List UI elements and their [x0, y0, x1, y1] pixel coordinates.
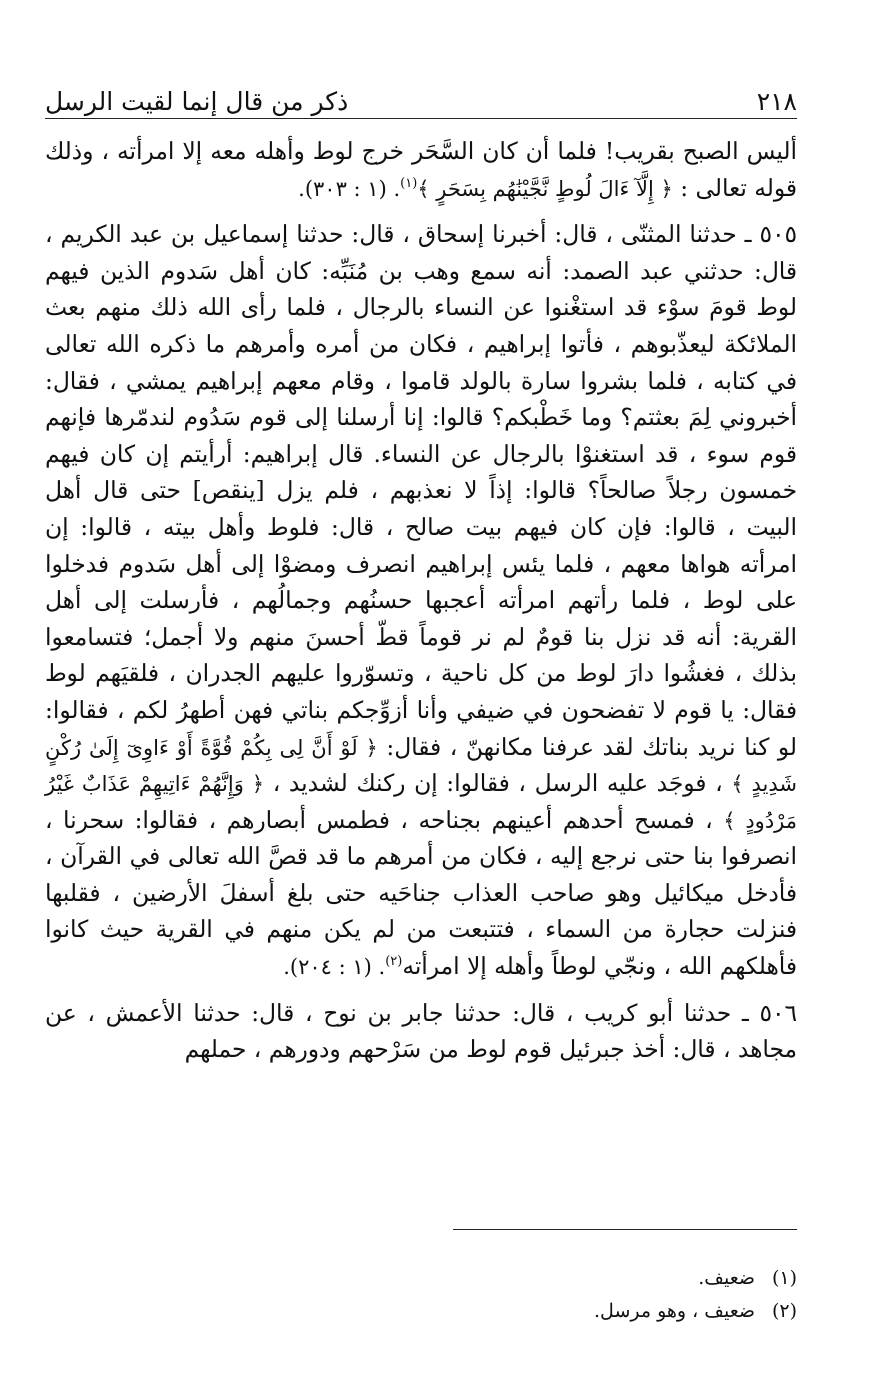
paragraph-intro	[45, 134, 797, 207]
paragraph-hadith-506	[45, 996, 797, 1069]
header-divider	[45, 118, 797, 119]
quran-verse: ﴿ لَوْ أَنَّ لِى بِكُمْ قُوَّةً أَوْ ءَاوِىٓ إِلَىٰ رُكْنٍ شَدِيدٍ ﴾	[45, 735, 797, 797]
footnote-number: (١)	[771, 1267, 797, 1289]
quran-verse: ﴿ وَإِنَّهُمْ ءَاتِيهِمْ عَذَابٌ غَيْرُ مَرْدُودٍ ﴾	[45, 772, 798, 833]
footnote-marker: (٢)	[385, 954, 403, 970]
hadith-506-text: ٥٠٦ ـ حدثنا أبو كريب ، قال: حدثنا جابر بن نوح ، قال: حدثنا الأعمش ، عن مجاهد ، قال: أخذ جبرئيل قوم لوط من سَرْحهم ودورهم ، حملهم	[45, 999, 797, 1064]
page-number: ٢١٨	[756, 87, 797, 116]
footnote-text: ضعيف ، وهو مرسل.	[594, 1300, 755, 1322]
chapter-title: ذكر من قال إنما لقيت الرسل	[45, 87, 349, 116]
footnote-item	[45, 1262, 797, 1295]
intro-text: أليس الصبح بقريب! فلما أن كان السَّحَر خرج لوط وأهله معه إلا امرأته ، وذلك قوله تعالى :	[45, 138, 797, 202]
quran-verse: ﴿ إِلَّآ ءَالَ لُوطٍ نَّجَّيْنَٰهُم بِسَحَرٍ ﴾	[417, 176, 673, 201]
paragraph-hadith-505	[45, 217, 797, 985]
footnotes	[45, 1262, 797, 1328]
footnote-text: ضعيف.	[698, 1267, 755, 1289]
verse-reference: . (١ : ٣٠٣).	[298, 176, 401, 201]
hadith-505-text-c: ، فمسح أحدهم أعينهم بجناحه ، فطمس أبصارهم ، فقالوا: سحرنا ، انصرفوا بنا حتى نرجع إليه ، فكان من أمرهم ما قد قصَّ الله تعالى في القرآن ، فأدخل ميكائيل وهو صاحب العذاب جناحَيه حتى بلغ أسفلَ الأرضين ، فقلبها فنزلت حجارة من السماء ، فتتبعت من لم يكن منهم في القرية حيث كانوا فأهلكهم الله ، ونجّي لوطاً وأهله إلا امرأته	[45, 806, 797, 981]
footnote-item	[45, 1295, 797, 1328]
footnote-divider	[453, 1229, 797, 1230]
hadith-505-text-b: ، فوجَد عليه الرسل ، فقالوا: إن ركنك لشديد ،	[272, 770, 723, 798]
footnote-marker: (١)	[400, 175, 418, 191]
hadith-505-text-a: ٥٠٥ ـ حدثنا المثنّى ، قال: أخبرنا إسحاق ، قال: حدثنا إسماعيل بن عبد الكريم ، قال: حدثني عبد الصمد: أنه سمع وهب بن مُنَبِّه: كان أهل سَدوم الذين فيهم لوط قومَ سوْء قد استغْنوا عن النساء بالرجال ، فلما رأى الله ذلك منهم بعث الملائكة ليعذّبوهم ، فأتوا إبراهيم ، فكان من أمره وأمرهم ما ذكره الله تعالى في كتابه ، فلما بشروا سارة بالولد قاموا ، وقام معهم إبراهيم يمشي ، فقال: أخبروني لِمَ بعثتم؟ وما خَطْبكم؟ قالوا: إنا أرسلنا إلى قوم سَدُوم لندمّرها فإنهم قوم سوء ، قد استغنوْا بالرجال عن النساء. قال إبراهيم: أرأيتم إن كان فيهم خمسون رجلاً صالحاً؟ قالوا: إذاً لا نعذبهم ، فلم يزل [ينقص] حتى قال أهل البيت ، قالوا: فإن كان فيهم بيت صالح ، قال: فلوط وأهل بيته ، قالوا: إن امرأته هواها معهم ، فلما يئس إبراهيم انصرف ومضوْا إلى أهل سَدوم فدخلوا على لوط ، فلما رأتهم امرأته أعجبها حسنُهم وجمالُهم ، فأرسلت إلى أهل القرية: أنه قد نزل بنا قومٌ لم نر قوماً قطّ أحسنَ منهم ولا أجمل؛ فتسامعوا بذلك ، فغشُوا دارَ لوط من كل ناحية ، وتسوّروا عليهم الجدران ، فلقيَهم لوط فقال: يا قوم لا تفضحون في ضيفي وأنا أزوِّجكم بناتي فهن أطهرُ لكم ، فقالوا: لو كنا نريد بناتك لقد عرفنا مكانهنّ ، فقال:	[45, 221, 798, 761]
verse-reference: . (١ : ٢٠٤).	[283, 955, 386, 980]
footnote-number: (٢)	[771, 1300, 797, 1322]
main-text	[45, 134, 797, 1069]
running-head	[45, 74, 797, 114]
